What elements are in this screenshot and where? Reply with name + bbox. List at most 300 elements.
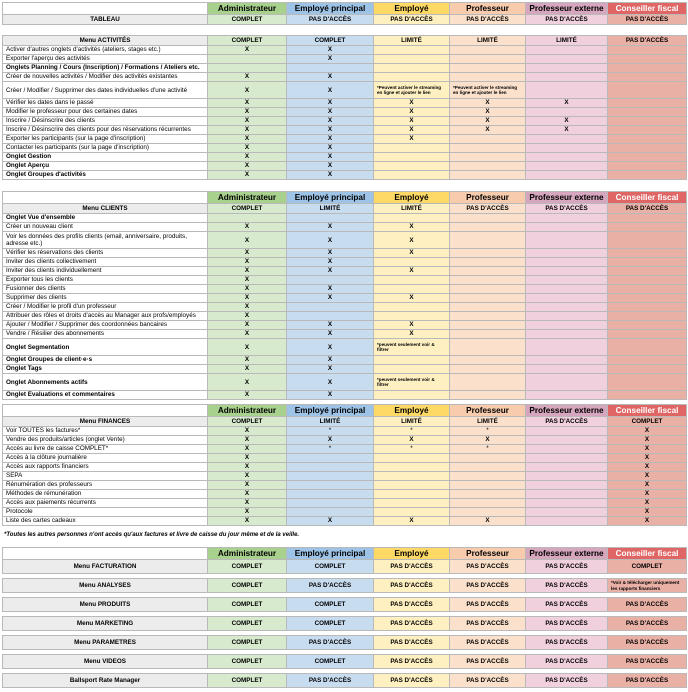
permission-check-mark: X — [374, 249, 450, 258]
permission-cell — [287, 472, 374, 481]
permission-cell — [374, 391, 450, 400]
permission-cell — [374, 365, 450, 374]
access-level-cell: PAS D'ACCÈS — [374, 674, 450, 688]
table-row — [3, 374, 687, 391]
permission-cell — [450, 463, 526, 472]
table-row — [3, 249, 687, 258]
column-header-administrateur: Administrateur — [208, 405, 287, 417]
permission-cell — [450, 312, 526, 321]
permission-cell — [526, 144, 608, 153]
permission-cell — [374, 144, 450, 153]
permission-cell: * — [450, 427, 526, 436]
header-blank — [3, 548, 208, 560]
permission-cell — [450, 249, 526, 258]
permission-check-mark: X — [287, 117, 374, 126]
permission-cell — [526, 391, 608, 400]
permission-note: *Peuvent activer le streaming en ligne et ajouter le lien — [374, 82, 450, 99]
menu-label: Ballsport Rate Manager — [3, 674, 208, 688]
permission-cell — [608, 46, 687, 55]
permission-check-mark: X — [450, 108, 526, 117]
table-row — [3, 508, 687, 517]
table-row — [3, 517, 687, 526]
permission-check-mark: X — [287, 82, 374, 99]
menu-label: Menu FINANCES — [3, 417, 208, 427]
table-row — [3, 445, 687, 454]
access-level-cell: PAS D'ACCÈS — [450, 674, 526, 688]
column-header-conseiller-fiscal: Conseiller fiscal — [608, 192, 687, 204]
permission-cell — [608, 285, 687, 294]
permission-label: Accès aux rapports financiers — [3, 463, 208, 472]
permission-cell — [526, 303, 608, 312]
column-header-professeur-externe: Professeur externe — [526, 192, 608, 204]
permission-check-mark: X — [287, 356, 374, 365]
access-level-cell: LIMITÉ — [526, 36, 608, 46]
permission-cell — [526, 276, 608, 285]
permission-cell — [450, 294, 526, 303]
access-level-cell: COMPLET — [208, 560, 287, 574]
table-row — [3, 144, 687, 153]
permission-cell — [374, 171, 450, 180]
access-level-cell: PAS D'ACCÈS — [287, 636, 374, 650]
access-level-cell: COMPLET — [287, 598, 374, 612]
permission-check-mark: X — [208, 339, 287, 356]
spacer-cell — [3, 25, 208, 36]
permission-cell — [526, 223, 608, 232]
permission-cell — [450, 508, 526, 517]
permission-cell — [374, 46, 450, 55]
permission-cell — [450, 356, 526, 365]
permission-cell — [450, 303, 526, 312]
table-row — [3, 365, 687, 374]
access-level-cell: PAS D'ACCÈS — [608, 617, 687, 631]
permission-label: Onglet Groupes d'activités — [3, 171, 208, 180]
spacer-cell — [450, 25, 526, 36]
permission-check-mark: X — [450, 436, 526, 445]
permission-cell — [450, 162, 526, 171]
permission-cell — [287, 276, 374, 285]
permission-cell — [374, 312, 450, 321]
permission-label: Fusionner des clients — [3, 285, 208, 294]
access-level-cell: PAS D'ACCÈS — [526, 598, 608, 612]
column-header-conseiller-fiscal: Conseiller fiscal — [608, 548, 687, 560]
permission-label: Onglet Abonnements actifs — [3, 374, 208, 391]
permission-cell — [287, 499, 374, 508]
column-header-employe: Employé — [374, 548, 450, 560]
table-row — [3, 153, 687, 162]
permission-check-mark: X — [208, 267, 287, 276]
permission-cell — [374, 276, 450, 285]
permission-label: Vérifier les dates dans le passé — [3, 99, 208, 108]
access-level-cell: PAS D'ACCÈS — [608, 15, 687, 25]
table-row — [3, 454, 687, 463]
permission-cell — [608, 64, 687, 73]
table-row — [3, 55, 687, 64]
permission-cell — [608, 258, 687, 267]
permission-cell — [526, 312, 608, 321]
permission-check-mark: X — [208, 162, 287, 171]
permission-check-mark: X — [287, 339, 374, 356]
spacer-cell — [608, 25, 687, 36]
access-level-cell: PAS D'ACCÈS — [450, 636, 526, 650]
permission-check-mark: X — [287, 436, 374, 445]
permission-cell — [450, 258, 526, 267]
table-row — [3, 294, 687, 303]
permission-cell — [526, 153, 608, 162]
permission-cell — [608, 171, 687, 180]
permission-check-mark: X — [208, 276, 287, 285]
permission-cell — [608, 144, 687, 153]
permission-cell — [287, 490, 374, 499]
menu-label: Menu FACTURATION — [3, 560, 208, 574]
permission-label: Exporter les participants (sur la page d'inscription) — [3, 135, 208, 144]
menu-access-row — [3, 636, 687, 650]
column-header-administrateur: Administrateur — [208, 3, 287, 15]
table-row — [3, 427, 687, 436]
permission-cell — [526, 135, 608, 144]
column-header-professeur: Professeur — [450, 3, 526, 15]
access-level-cell: LIMITÉ — [450, 417, 526, 427]
access-level-cell: PAS D'ACCÈS — [608, 204, 687, 214]
permission-cell — [450, 46, 526, 55]
permission-cell — [608, 356, 687, 365]
permission-check-mark: X — [208, 472, 287, 481]
permission-check-mark: X — [208, 153, 287, 162]
access-level-cell: PAS D'ACCÈS — [526, 560, 608, 574]
access-level-cell: PAS D'ACCÈS — [450, 15, 526, 25]
permission-cell — [608, 249, 687, 258]
permission-check-mark: X — [287, 517, 374, 526]
table-row — [3, 73, 687, 82]
table-row — [3, 117, 687, 126]
permission-label: Attribuer des rôles et droits d'accès au Manager aux profs/employés — [3, 312, 208, 321]
permission-cell — [526, 294, 608, 303]
permission-check-mark: X — [287, 391, 374, 400]
column-header-conseiller-fiscal: Conseiller fiscal — [608, 3, 687, 15]
access-level-cell: PAS D'ACCÈS — [287, 15, 374, 25]
permission-check-mark: X — [608, 481, 687, 490]
permission-label: Onglet Segmentation — [3, 339, 208, 356]
access-level-cell: PAS D'ACCÈS — [526, 617, 608, 631]
permission-cell — [608, 267, 687, 276]
permission-check-mark: X — [287, 294, 374, 303]
column-header-employe-principal: Employé principal — [287, 192, 374, 204]
permission-cell — [608, 135, 687, 144]
spacer-cell — [526, 25, 608, 36]
permission-check-mark: X — [374, 267, 450, 276]
column-header-employe: Employé — [374, 192, 450, 204]
access-level-cell: COMPLET — [287, 617, 374, 631]
permission-cell — [526, 472, 608, 481]
access-level-cell: PAS D'ACCÈS — [374, 579, 450, 593]
header-blank — [3, 405, 208, 417]
permission-check-mark: X — [208, 46, 287, 55]
permission-label: Inscrire / Désinscrire des clients pour des réservations récurrentes — [3, 126, 208, 135]
permission-note: *Peuvent activer le streaming en ligne et ajouter le lien — [450, 82, 526, 99]
access-level-cell: COMPLET — [208, 36, 287, 46]
permission-check-mark: X — [374, 232, 450, 249]
table-row — [3, 258, 687, 267]
permission-check-mark: X — [450, 126, 526, 135]
menu-label: Menu VIDEOS — [3, 655, 208, 669]
permission-cell — [374, 463, 450, 472]
permission-label: Vendre des produits/articles (onglet Vente) — [3, 436, 208, 445]
table-activites — [2, 2, 687, 180]
permission-check-mark: X — [208, 356, 287, 365]
permission-check-mark: X — [208, 294, 287, 303]
permission-cell — [526, 162, 608, 171]
table-row — [3, 171, 687, 180]
permission-cell — [526, 285, 608, 294]
permission-check-mark: X — [287, 321, 374, 330]
permission-check-mark: X — [208, 99, 287, 108]
permission-cell — [608, 339, 687, 356]
permission-label: Inviter des clients individuellement — [3, 267, 208, 276]
table-row — [3, 499, 687, 508]
menu-label: Menu ANALYSES — [3, 579, 208, 593]
menu-access-row — [3, 598, 687, 612]
permission-cell — [608, 312, 687, 321]
permission-cell — [526, 55, 608, 64]
access-level-cell: PAS D'ACCÈS — [374, 617, 450, 631]
permission-cell — [450, 55, 526, 64]
permission-label: Supprimer des clients — [3, 294, 208, 303]
permission-cell — [526, 73, 608, 82]
spacer-row — [3, 25, 687, 36]
permission-check-mark: X — [208, 144, 287, 153]
permission-cell — [450, 171, 526, 180]
permission-check-mark: X — [608, 517, 687, 526]
permission-cell — [608, 276, 687, 285]
permission-label: Onglet Evaluations et commentaires — [3, 391, 208, 400]
access-level-cell: COMPLET — [287, 655, 374, 669]
permission-cell — [287, 463, 374, 472]
column-header-employe: Employé — [374, 405, 450, 417]
access-level-cell: COMPLET — [208, 598, 287, 612]
permission-check-mark: X — [208, 258, 287, 267]
permission-label: Inscrire / Désinscrire des clients — [3, 117, 208, 126]
permission-check-mark: X — [287, 285, 374, 294]
role-header-row — [3, 548, 687, 560]
column-header-conseiller-fiscal: Conseiller fiscal — [608, 405, 687, 417]
access-level-cell: PAS D'ACCÈS — [608, 36, 687, 46]
role-header-row — [3, 192, 687, 204]
permission-label: Liste des cartes cadeaux — [3, 517, 208, 526]
access-level-cell: LIMITÉ — [287, 417, 374, 427]
permission-cell — [374, 258, 450, 267]
permission-check-mark: X — [450, 517, 526, 526]
permission-check-mark: X — [208, 490, 287, 499]
access-level-cell: PAS D'ACCÈS — [608, 674, 687, 688]
access-level-cell: LIMITÉ — [374, 204, 450, 214]
permission-check-mark: X — [208, 436, 287, 445]
menu-label: Menu MARKETING — [3, 617, 208, 631]
table-row — [3, 64, 687, 73]
permission-cell — [526, 508, 608, 517]
column-header-professeur: Professeur — [450, 405, 526, 417]
column-header-professeur-externe: Professeur externe — [526, 3, 608, 15]
permission-cell — [374, 508, 450, 517]
access-level-cell: COMPLET — [208, 617, 287, 631]
access-level-cell: COMPLET — [287, 36, 374, 46]
permission-check-mark: X — [287, 108, 374, 117]
access-level-cell: PAS D'ACCÈS — [374, 598, 450, 612]
access-level-cell: PAS D'ACCÈS — [287, 579, 374, 593]
access-level-cell: COMPLET — [208, 204, 287, 214]
permission-check-mark: X — [208, 312, 287, 321]
permission-cell — [526, 171, 608, 180]
menu-label: Menu PRODUITS — [3, 598, 208, 612]
permission-cell — [374, 499, 450, 508]
permission-cell — [208, 214, 287, 223]
permission-check-mark: X — [208, 445, 287, 454]
permission-cell — [608, 214, 687, 223]
access-level-cell: PAS D'ACCÈS — [450, 598, 526, 612]
permission-label: Inviter des clients collectivement — [3, 258, 208, 267]
access-level-cell: COMPLET — [208, 655, 287, 669]
menu-label: TABLEAU — [3, 15, 208, 25]
access-level-cell: COMPLET — [608, 417, 687, 427]
table-row — [3, 99, 687, 108]
permission-check-mark: X — [608, 445, 687, 454]
table-row — [3, 267, 687, 276]
permission-check-mark: X — [208, 117, 287, 126]
permission-check-mark: X — [287, 374, 374, 391]
permission-cell — [450, 285, 526, 294]
permission-cell: * — [287, 445, 374, 454]
permission-check-mark: X — [608, 463, 687, 472]
menu-access-row — [3, 674, 687, 688]
permission-label: Ajouter / Modifier / Supprimer des coordonnées bancaires — [3, 321, 208, 330]
permission-cell — [374, 214, 450, 223]
permission-check-mark: X — [208, 374, 287, 391]
permission-cell — [526, 374, 608, 391]
column-header-employe-principal: Employé principal — [287, 3, 374, 15]
permission-cell — [526, 249, 608, 258]
permission-check-mark: X — [608, 454, 687, 463]
permission-cell — [450, 365, 526, 374]
access-level-cell: PAS D'ACCÈS — [287, 674, 374, 688]
permission-check-mark: X — [208, 223, 287, 232]
permission-cell — [374, 481, 450, 490]
permission-cell — [450, 391, 526, 400]
menu-label: Menu CLIENTS — [3, 204, 208, 214]
table-finances — [2, 404, 687, 526]
finances-footnote: *Toutes les autres personnes n'ont accès qu'aux factures et livre de caisse du jour même et de la veille. — [4, 532, 300, 538]
permission-label: SEPA — [3, 472, 208, 481]
role-header-row — [3, 3, 687, 15]
permission-cell — [608, 153, 687, 162]
table-row — [3, 46, 687, 55]
access-level-cell: PAS D'ACCÈS — [526, 204, 608, 214]
permission-cell: * — [374, 445, 450, 454]
permission-check-mark: X — [287, 267, 374, 276]
permission-cell — [526, 365, 608, 374]
access-level-cell: PAS D'ACCÈS — [450, 617, 526, 631]
permission-check-mark: X — [608, 436, 687, 445]
permission-check-mark: X — [287, 162, 374, 171]
access-level-cell: PAS D'ACCÈS — [526, 655, 608, 669]
permission-label: Créer un nouveau client — [3, 223, 208, 232]
column-header-employe: Employé — [374, 3, 450, 15]
table-row — [3, 436, 687, 445]
menu-access-row — [3, 655, 687, 669]
permission-cell — [374, 162, 450, 171]
permission-label: Onglet Tags — [3, 365, 208, 374]
header-blank — [3, 3, 208, 15]
permission-label: Accès à la clôture journalière — [3, 454, 208, 463]
permission-check-mark: X — [374, 223, 450, 232]
permission-check-mark: X — [608, 508, 687, 517]
permission-cell — [526, 481, 608, 490]
spacer-cell — [374, 25, 450, 36]
access-level-cell: PAS D'ACCÈS — [526, 636, 608, 650]
permission-cell — [450, 339, 526, 356]
permission-label: Protocole — [3, 508, 208, 517]
permission-cell — [608, 117, 687, 126]
permission-cell — [526, 436, 608, 445]
table-row — [3, 472, 687, 481]
permission-label: Créer / Modifier le profil d'un professeur — [3, 303, 208, 312]
permission-check-mark: X — [208, 249, 287, 258]
table-row — [3, 82, 687, 99]
permission-check-mark: X — [208, 463, 287, 472]
permission-cell — [374, 55, 450, 64]
permission-cell — [450, 64, 526, 73]
permission-label: Voir TOUTES les factures* — [3, 427, 208, 436]
permission-cell — [374, 73, 450, 82]
permission-check-mark: X — [526, 126, 608, 135]
permission-cell — [450, 223, 526, 232]
permission-cell — [374, 454, 450, 463]
table-row — [3, 391, 687, 400]
menu-row — [3, 417, 687, 427]
access-level-cell: COMPLET — [208, 674, 287, 688]
permission-cell — [450, 499, 526, 508]
permission-check-mark: X — [526, 117, 608, 126]
permission-cell — [608, 162, 687, 171]
permission-cell — [287, 454, 374, 463]
table-row — [3, 285, 687, 294]
permission-label: Exporter tous les clients — [3, 276, 208, 285]
permission-check-mark: X — [208, 126, 287, 135]
permission-cell — [450, 330, 526, 339]
permission-check-mark: X — [208, 82, 287, 99]
permission-cell — [526, 64, 608, 73]
table-menus — [2, 547, 687, 688]
table-row — [3, 223, 687, 232]
permission-check-mark: X — [208, 232, 287, 249]
permission-check-mark: X — [374, 117, 450, 126]
table-row — [3, 303, 687, 312]
permission-check-mark: X — [374, 108, 450, 117]
permission-check-mark: X — [287, 330, 374, 339]
menu-access-row — [3, 560, 687, 574]
table-row — [3, 339, 687, 356]
table-row — [3, 463, 687, 472]
permission-cell: * — [450, 445, 526, 454]
permission-check-mark: X — [208, 517, 287, 526]
table-row — [3, 214, 687, 223]
permission-cell — [608, 303, 687, 312]
permission-cell — [526, 445, 608, 454]
header-blank — [3, 192, 208, 204]
permission-cell — [526, 356, 608, 365]
permission-check-mark: X — [208, 285, 287, 294]
table-clients — [2, 191, 687, 400]
permission-label: Créer de nouvelles activités / Modifier des activités existantes — [3, 73, 208, 82]
permission-check-mark: X — [208, 135, 287, 144]
permission-cell — [608, 232, 687, 249]
